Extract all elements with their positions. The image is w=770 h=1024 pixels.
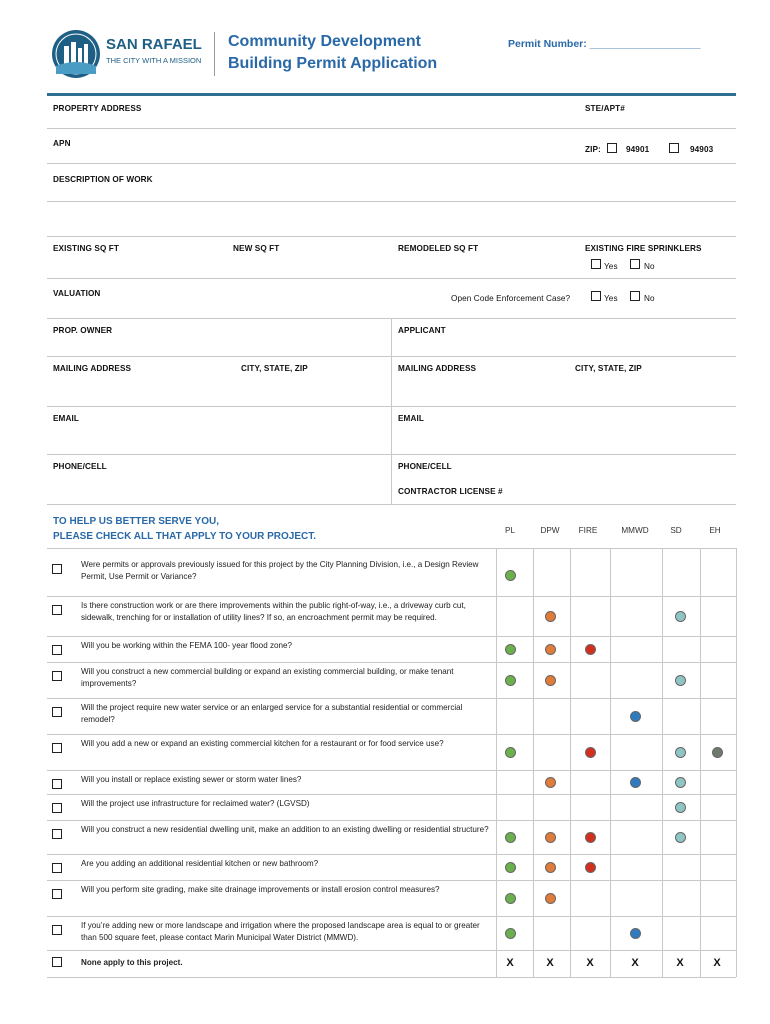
zip-94901-checkbox[interactable]	[607, 143, 617, 153]
agency-dot-eh	[712, 747, 723, 758]
row-checkbox[interactable]	[52, 605, 62, 615]
header-divider	[214, 32, 215, 76]
row-checkbox[interactable]	[52, 925, 62, 935]
sprinklers-yes-checkbox[interactable]	[591, 259, 601, 269]
checklist-heading-line1: TO HELP US BETTER SERVE YOU,	[53, 516, 219, 527]
agency-dot-sd	[675, 611, 686, 622]
row-checkbox[interactable]	[52, 707, 62, 717]
row-checkbox[interactable]	[52, 779, 62, 789]
question-text: Is there construction work or are there improvements within the public right-of-way, i.e., a driveway curb cut, sidewalk, trenching for or installation of utility lines? If so, an encroachment permit may be required.	[81, 601, 466, 622]
grid-column-line	[736, 548, 737, 977]
none-apply-mark-pl: X	[506, 957, 514, 969]
agency-dot-dpw	[545, 862, 556, 873]
row-divider	[47, 734, 736, 735]
divider	[47, 128, 736, 129]
new-sqft-label[interactable]: NEW SQ FT	[233, 244, 280, 253]
agency-dot-pl	[505, 747, 516, 758]
agency-dot-dpw	[545, 611, 556, 622]
property-address-label[interactable]: PROPERTY ADDRESS	[53, 104, 142, 113]
agency-dot-fire	[585, 747, 596, 758]
owner-email-label[interactable]: EMAIL	[53, 414, 79, 423]
agency-dot-mmwd	[630, 928, 641, 939]
divider	[47, 504, 736, 505]
agency-dot-fire	[585, 862, 596, 873]
column-divider	[391, 318, 392, 504]
row-divider	[47, 916, 736, 917]
question-text: Will you construct a new commercial building or expand an existing commercial building, or make tenant improvements?	[81, 667, 454, 688]
row-divider	[47, 854, 736, 855]
row-divider	[47, 770, 736, 771]
divider	[47, 236, 736, 237]
row-divider	[47, 950, 736, 951]
grid-column-line	[533, 548, 534, 977]
page-title-line1: Community Development	[228, 33, 421, 50]
agency-dot-pl	[505, 928, 516, 939]
agency-dot-dpw	[545, 832, 556, 843]
owner-phone-label[interactable]: PHONE/CELL	[53, 462, 107, 471]
question-text: Will the project use infrastructure for reclaimed water? (LGVSD)	[81, 799, 310, 808]
row-divider	[47, 662, 736, 663]
divider	[47, 454, 736, 455]
divider	[47, 201, 736, 202]
zip-94903-checkbox[interactable]	[669, 143, 679, 153]
agency-dot-fire	[585, 644, 596, 655]
question-text: Will you install or replace existing sewer or storm water lines?	[81, 775, 302, 784]
row-checkbox[interactable]	[52, 645, 62, 655]
sprinklers-no-label: No	[644, 262, 655, 271]
header-rule	[47, 93, 736, 96]
applicant-label[interactable]: APPLICANT	[398, 326, 446, 335]
prop-owner-label[interactable]: PROP. OWNER	[53, 326, 113, 335]
applicant-email-label[interactable]: EMAIL	[398, 414, 424, 423]
row-divider	[47, 880, 736, 881]
col-header-sd: SD	[670, 526, 682, 535]
agency-dot-mmwd	[630, 777, 641, 788]
agency-dot-pl	[505, 893, 516, 904]
none-apply-mark-eh: X	[713, 957, 721, 969]
owner-mailing-address-label[interactable]: MAILING ADDRESS	[53, 364, 132, 373]
owner-city-state-zip-label[interactable]: CITY, STATE, ZIP	[241, 364, 308, 373]
valuation-label[interactable]: VALUATION	[53, 289, 101, 298]
divider	[47, 278, 736, 279]
none-apply-mark-dpw: X	[546, 957, 554, 969]
none-apply-mark-sd: X	[676, 957, 684, 969]
open-code-label: Open Code Enforcement Case?	[451, 294, 571, 303]
row-checkbox[interactable]	[52, 957, 62, 967]
col-header-eh: EH	[709, 526, 721, 535]
agency-dot-sd	[675, 747, 686, 758]
row-checkbox[interactable]	[52, 829, 62, 839]
agency-dot-dpw	[545, 777, 556, 788]
agency-dot-pl	[505, 675, 516, 686]
row-checkbox[interactable]	[52, 564, 62, 574]
row-checkbox[interactable]	[52, 803, 62, 813]
city-logo	[50, 28, 210, 80]
agency-dot-pl	[505, 570, 516, 581]
row-checkbox[interactable]	[52, 671, 62, 681]
page-title-line2: Building Permit Application	[228, 55, 438, 72]
zip-label: ZIP:	[585, 145, 601, 154]
question-text: Will the project require new water service or an enlarged service for a substantial residential or commercial remodel?	[81, 703, 463, 724]
col-header-pl: PL	[504, 526, 515, 535]
question-text: Are you adding an additional residential kitchen or new bathroom?	[81, 859, 319, 868]
logo-tagline: THE CITY WITH A MISSION	[106, 56, 202, 65]
remodeled-sqft-label[interactable]: REMODELED SQ FT	[398, 244, 479, 253]
existing-sqft-label[interactable]: EXISTING SQ FT	[53, 244, 119, 253]
question-text: Will you perform site grading, make site drainage improvements or install erosion control measures?	[81, 885, 440, 894]
row-divider	[47, 794, 736, 795]
divider	[47, 356, 736, 357]
col-header-dpw: DPW	[540, 526, 560, 535]
fire-sprinklers-label: EXISTING FIRE SPRINKLERS	[585, 244, 702, 253]
sprinklers-no-checkbox[interactable]	[630, 259, 640, 269]
row-checkbox[interactable]	[52, 863, 62, 873]
agency-dot-sd	[675, 675, 686, 686]
grid-column-line	[662, 548, 663, 977]
question-text: Were permits or approvals previously issued for this project by the City Planning Division, i.e., a Design Review Permit, Use Permit or Variance?	[81, 560, 479, 581]
code-case-yes-checkbox[interactable]	[591, 291, 601, 301]
grid-column-line	[610, 548, 611, 977]
agency-dot-sd	[675, 802, 686, 813]
agency-dot-pl	[505, 832, 516, 843]
row-checkbox[interactable]	[52, 743, 62, 753]
permit-number-field[interactable]: Permit Number: ___________________	[508, 38, 701, 50]
row-checkbox[interactable]	[52, 889, 62, 899]
row-divider	[47, 596, 736, 597]
zip-94903-label: 94903	[690, 145, 714, 154]
contractor-license-label[interactable]: CONTRACTOR LICENSE #	[398, 487, 503, 496]
code-case-yes-label: Yes	[604, 294, 618, 303]
grid-column-line	[700, 548, 701, 977]
col-header-mmwd: MMWD	[621, 526, 649, 535]
row-divider	[47, 977, 736, 978]
none-apply-mark-fire: X	[586, 957, 594, 969]
agency-dot-pl	[505, 862, 516, 873]
applicant-mailing-address-label[interactable]: MAILING ADDRESS	[398, 364, 477, 373]
description-of-work-label[interactable]: DESCRIPTION OF WORK	[53, 175, 153, 184]
question-text: Will you be working within the FEMA 100- year flood zone?	[81, 641, 292, 650]
agency-dot-fire	[585, 832, 596, 843]
code-case-no-checkbox[interactable]	[630, 291, 640, 301]
agency-dot-dpw	[545, 675, 556, 686]
grid-column-line	[570, 548, 571, 977]
grid-column-line	[496, 548, 497, 977]
grid-top-line	[47, 548, 736, 549]
question-text: If you’re adding new or more landscape and irrigation where the proposed landscape area is equal to or greater than 500 square feet, please contact Marin Municipal Water District (MMWD).	[81, 921, 480, 942]
logo-name: SAN RAFAEL	[106, 36, 202, 53]
agency-dot-pl	[505, 644, 516, 655]
applicant-phone-label[interactable]: PHONE/CELL	[398, 462, 452, 471]
divider	[47, 163, 736, 164]
divider	[47, 406, 736, 407]
none-apply-text: None apply to this project.	[81, 958, 183, 967]
row-divider	[47, 698, 736, 699]
applicant-city-state-zip-label[interactable]: CITY, STATE, ZIP	[575, 364, 642, 373]
checklist-heading-line2: PLEASE CHECK ALL THAT APPLY TO YOUR PROJECT.	[53, 531, 317, 542]
agency-dot-dpw	[545, 893, 556, 904]
ste-apt-label[interactable]: STE/APT#	[585, 104, 625, 113]
agency-dot-sd	[675, 777, 686, 788]
row-divider	[47, 820, 736, 821]
zip-94901-label: 94901	[626, 145, 650, 154]
agency-dot-sd	[675, 832, 686, 843]
agency-dot-dpw	[545, 644, 556, 655]
code-case-no-label: No	[644, 294, 655, 303]
none-apply-mark-mmwd: X	[631, 957, 639, 969]
agency-dot-mmwd	[630, 711, 641, 722]
sprinklers-yes-label: Yes	[604, 262, 618, 271]
question-text: Will you add a new or expand an existing commercial kitchen for a restaurant or for food service use?	[81, 739, 444, 748]
question-text: Will you construct a new residential dwelling unit, make an addition to an existing dwelling or residential structure?	[81, 825, 489, 834]
row-divider	[47, 636, 736, 637]
apn-label[interactable]: APN	[53, 139, 71, 148]
col-header-fire: FIRE	[578, 526, 598, 535]
city-seal-icon	[50, 28, 102, 80]
